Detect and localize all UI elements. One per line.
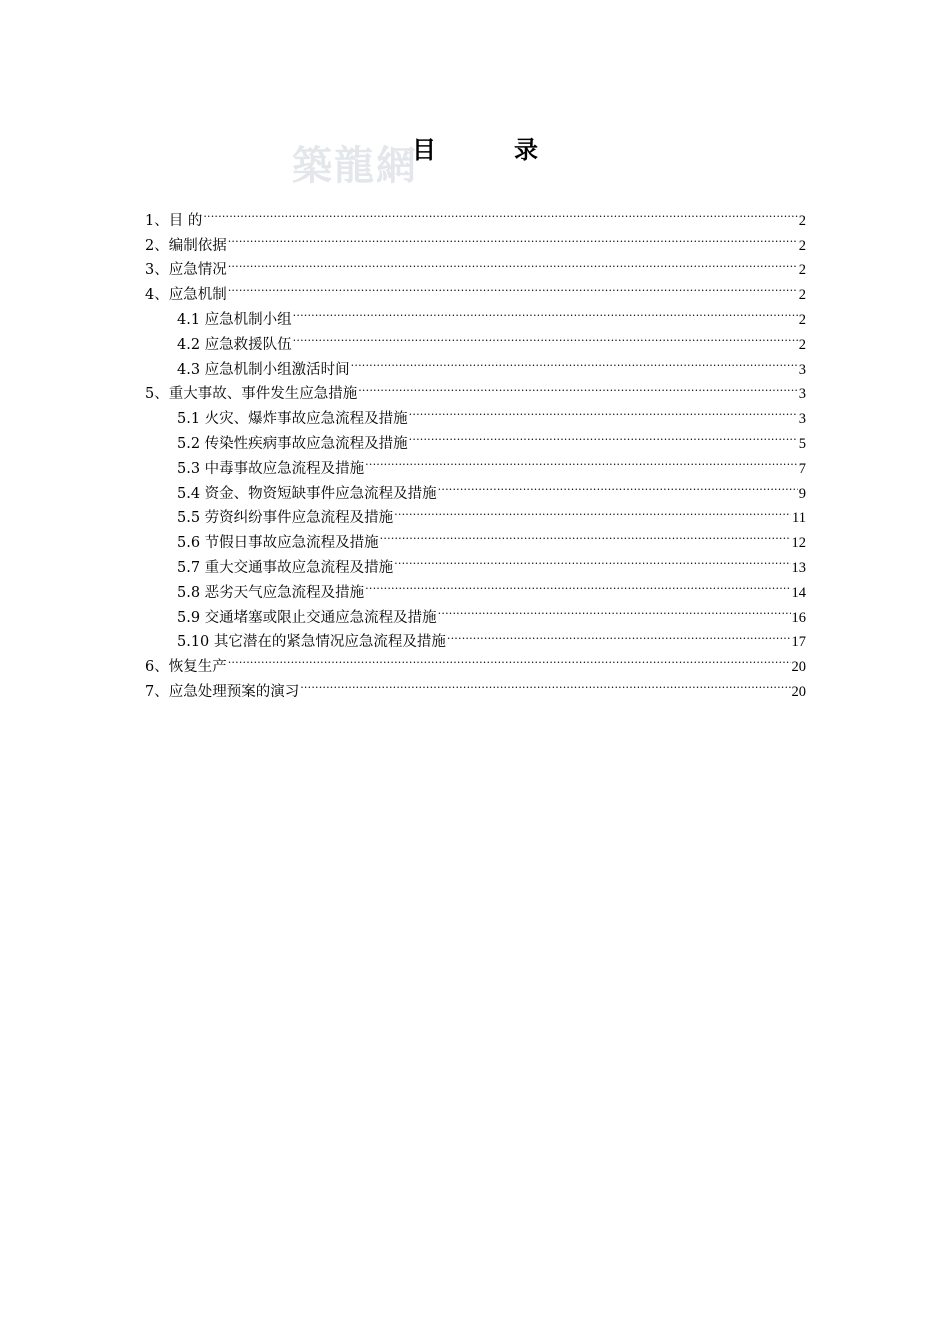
- toc-entry[interactable]: [145, 225, 806, 254]
- toc-entry[interactable]: [145, 299, 806, 328]
- toc-entry-label: 5.1 火灾、爆炸事故应急流程及措施: [177, 411, 408, 428]
- toc-entry-label: 4.3 应急机制小组激活时间: [177, 361, 350, 378]
- toc-entry[interactable]: [145, 646, 806, 676]
- toc-dot-leader: [358, 374, 798, 399]
- watermark: 築龍網: [292, 142, 418, 189]
- toc-dot-leader: [380, 522, 791, 547]
- toc-entry-label: 2、编制依据: [145, 237, 227, 254]
- toc-entry-label: 7、应急处理预案的演习: [145, 683, 300, 700]
- title-char-right: 录: [514, 136, 538, 164]
- toc-entry-label: 4.2 应急救援队伍: [177, 336, 292, 353]
- toc-dot-leader: [300, 671, 790, 696]
- toc-dot-leader: [351, 349, 798, 374]
- toc-entry-page-number: 3: [798, 411, 806, 428]
- toc-entry-page-number: 3: [798, 361, 806, 378]
- table-of-contents: [145, 200, 806, 700]
- toc-entry-page-number: 3: [798, 386, 806, 403]
- toc-entry-page-number: 11: [792, 510, 806, 527]
- toc-dot-leader: [409, 398, 798, 423]
- toc-dot-leader: [394, 547, 790, 572]
- toc-entry[interactable]: [145, 671, 806, 700]
- toc-entry-label: 5.8 恶劣天气应急流程及措施: [177, 584, 365, 601]
- toc-dot-leader: [365, 448, 798, 473]
- toc-dot-leader: [438, 473, 798, 498]
- toc-entry-page-number: 9: [798, 485, 806, 502]
- toc-entry-page-number: 2: [798, 262, 806, 279]
- toc-entry-page-number: 20: [791, 659, 806, 676]
- toc-entry-label: 4、应急机制: [145, 287, 227, 304]
- toc-entry-label: 5.5 劳资纠纷事件应急流程及措施: [177, 510, 394, 527]
- toc-entry-page-number: 2: [798, 237, 806, 254]
- toc-entry[interactable]: [145, 250, 806, 279]
- toc-entry-label: 5.10 其它潜在的紧急情况应急流程及措施: [177, 634, 446, 651]
- toc-entry-page-number: 14: [791, 584, 806, 601]
- toc-dot-leader: [293, 299, 798, 324]
- toc-dot-leader: [394, 498, 791, 523]
- toc-entry-page-number: 17: [791, 634, 806, 651]
- toc-dot-leader: [228, 250, 798, 275]
- toc-dot-leader: [409, 423, 798, 448]
- toc-entry-label: 5.4 资金、物资短缺事件应急流程及措施: [177, 485, 437, 502]
- toc-dot-leader: [228, 646, 791, 671]
- toc-entry-label: 1、目 的: [145, 212, 203, 229]
- toc-entry-page-number: 5: [798, 435, 806, 452]
- toc-dot-leader: [228, 225, 798, 250]
- toc-entry-page-number: 2: [798, 287, 806, 304]
- page-title: [0, 132, 950, 168]
- toc-entry-page-number: 12: [791, 535, 806, 552]
- toc-dot-leader: [438, 597, 791, 622]
- toc-dot-leader: [203, 200, 797, 225]
- toc-entry-label: 5.2 传染性疾病事故应急流程及措施: [177, 435, 408, 452]
- toc-dot-leader: [228, 274, 798, 299]
- toc-entry[interactable]: [145, 274, 806, 304]
- toc-entry-page-number: 16: [791, 609, 806, 626]
- toc-entry-label: 5.3 中毒事故应急流程及措施: [177, 460, 365, 477]
- toc-entry-label: 5.7 重大交通事故应急流程及措施: [177, 559, 394, 576]
- toc-entry-label: 4.1 应急机制小组: [177, 311, 292, 328]
- toc-entry-page-number: 7: [798, 460, 806, 477]
- toc-dot-leader: [293, 324, 798, 349]
- toc-entry-label: 5.9 交通堵塞或限止交通应急流程及措施: [177, 609, 437, 626]
- toc-entry-label: 3、应急情况: [145, 262, 227, 279]
- toc-entry-label: 5.6 节假日事故应急流程及措施: [177, 535, 379, 552]
- toc-dot-leader: [365, 572, 790, 597]
- toc-entry-label: 6、恢复生产: [145, 659, 227, 676]
- toc-dot-leader: [447, 622, 791, 647]
- toc-entry-page-number: 2: [798, 311, 806, 328]
- toc-entry-page-number: 13: [791, 559, 806, 576]
- toc-entry-page-number: 2: [798, 336, 806, 353]
- toc-entry-page-number: 2: [798, 212, 806, 229]
- toc-entry[interactable]: [145, 200, 806, 229]
- toc-entry-page-number: 20: [791, 683, 806, 700]
- toc-entry-label: 5、重大事故、事件发生应急措施: [145, 386, 358, 403]
- title-char-left: 目: [412, 136, 436, 164]
